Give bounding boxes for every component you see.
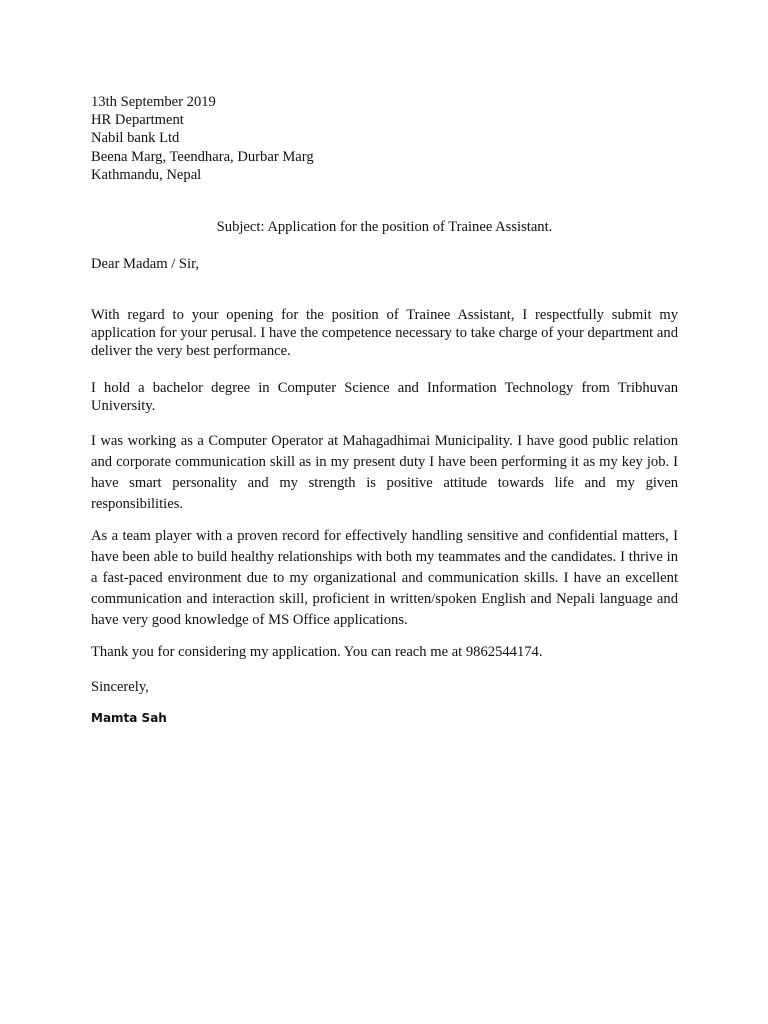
recipient-city: Kathmandu, Nepal <box>91 166 202 183</box>
paragraph-education: I hold a bachelor degree in Computer Science and Information Technology from Tribhuvan University. <box>91 380 678 415</box>
letter-date: 13th September 2019 <box>91 94 216 110</box>
recipient-organization: Nabil bank Ltd <box>91 130 180 147</box>
signature-name: Mamta Sah <box>91 711 167 725</box>
closing: Sincerely, <box>91 679 149 695</box>
subject-line: Subject: Application for the position of Trainee Assistant. <box>216 219 553 235</box>
paragraph-opening: With regard to your opening for the position of Trainee Assistant, I respectfully submit my application for your perusal. I have the competence necessary to take charge of your department and deliver the very best performance. <box>91 307 678 360</box>
paragraph-skills: As a team player with a proven record for effectively handling sensitive and confidential matters, I have been able to build healthy relationships with both my teammates and the candidates. I thrive in a fast-paced environment due to my organizational and communication skills. I have an excellent communication and interaction skill, proficient in written/spoken English and Nepali language and have very good knowledge of MS Office applications. <box>91 528 678 628</box>
paragraph-experience: I was working as a Computer Operator at Mahagadhimai Municipality. I have good public relation and corporate communication skill as in my present duty I have been performing it as my key job. I have smart personality and my strength is positive attitude towards life and my given responsibilities. <box>91 433 678 512</box>
paragraph-thanks: Thank you for considering my application. You can reach me at 9862544174. <box>91 644 543 660</box>
address-block <box>91 93 491 184</box>
salutation: Dear Madam / Sir, <box>91 256 200 272</box>
recipient-street: Beena Marg, Teendhara, Durbar Marg <box>91 148 314 165</box>
recipient-department: HR Department <box>91 112 184 129</box>
